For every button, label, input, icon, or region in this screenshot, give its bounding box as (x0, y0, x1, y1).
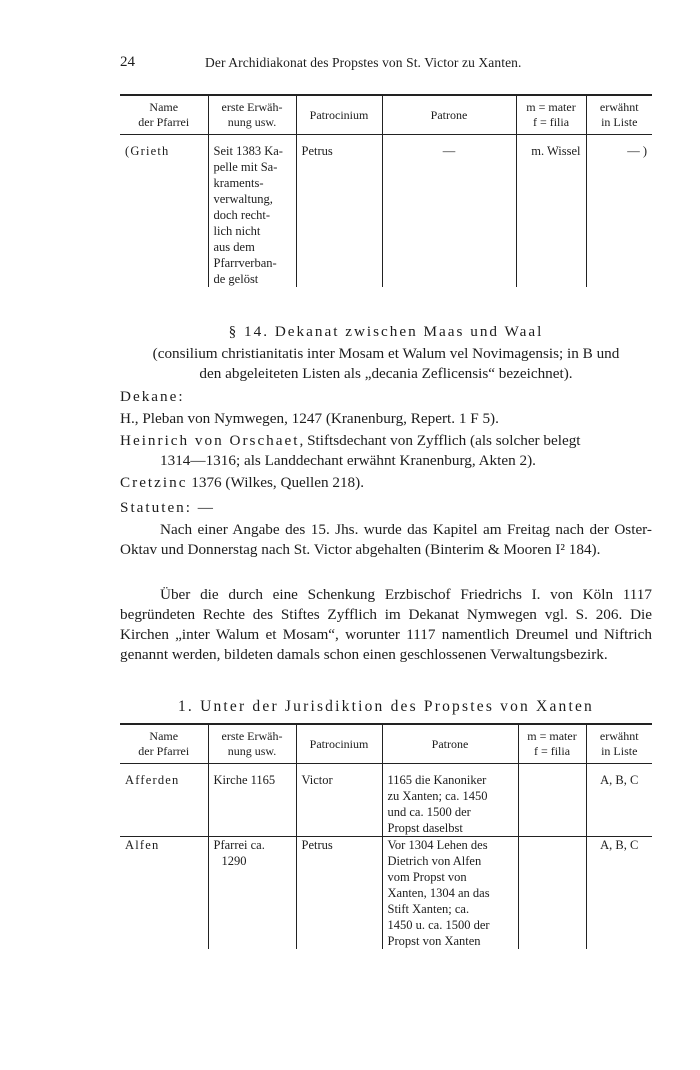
first-mention-cell: Kirche 1165 (208, 764, 296, 837)
table-row (120, 837, 652, 950)
patrocinium-cell: Victor (296, 764, 382, 837)
mater-filia-cell (518, 764, 586, 837)
page-header (0, 54, 700, 76)
dekan-entry (120, 431, 692, 471)
paragraph: Nach einer Angabe des 15. Jhs. wurde das Kapitel am Freitag nach der Oster-Oktav und Donnerstag nach St. Victor abgehalten (Binterim & Mooren I² 184). (120, 521, 652, 558)
dekan-entry: H., Pleban von Nymwegen, 1247 (Kranenburg, Repert. 1 F 5). (120, 410, 499, 427)
parish-table-bottom (120, 723, 652, 949)
dekan-name: Heinrich von Orschaet (120, 432, 300, 449)
col-first-mention-header: erste Erwäh- nung usw. (208, 724, 296, 764)
dekane-label: Dekane: (120, 388, 185, 405)
col-name-header: Name der Pfarrei (138, 100, 190, 129)
dekan-text: 1376 (Wilkes, Quellen 218). (187, 474, 364, 491)
subsection-title: 1. Unter der Jurisdiktion des Propstes von Xanten (177, 698, 595, 715)
parish-table-top (120, 94, 652, 287)
first-mention-cell: Seit 1383 Ka- pelle mit Sa- kraments- verwaltung, doch recht- lich nicht aus dem Pfarrverban- de gelöst (208, 135, 296, 288)
col-mater-filia-header: m = mater f = filia (518, 724, 586, 764)
patrone-cell: 1165 die Kanoniker zu Xanten; ca. 1450 und ca. 1500 der Propst daselbst (382, 764, 518, 837)
page-number: 24 (120, 54, 135, 70)
subtitle-line: den abgeleiteten Listen als „decania Zeflicensis“ bezeichnet). (199, 365, 573, 382)
col-patrone-header: Patrone (382, 724, 518, 764)
col-listed-header: erwähnt in Liste (586, 95, 652, 135)
statuten-label: Statuten: — (120, 499, 215, 516)
col-patrocinium-header: Patrocinium (296, 724, 382, 764)
table-row (120, 764, 652, 837)
table-row (120, 135, 652, 288)
listed-cell: — ) (586, 135, 652, 288)
parish-name: Alfen (120, 837, 208, 950)
section-subtitle (120, 344, 652, 384)
patrocinium-cell: Petrus (296, 135, 382, 288)
patrone-cell: — (382, 135, 516, 288)
col-mater-filia-header: m = mater f = filia (516, 95, 586, 135)
dekan-name: Cretzinc (120, 474, 188, 491)
col-name-header: Name der Pfarrei (138, 729, 190, 758)
parish-name: Afferden (125, 773, 180, 787)
first-mention-cell: Pfarrei ca. 1290 (208, 837, 296, 950)
col-patrocinium-header: Patrocinium (296, 95, 382, 135)
table-header (120, 95, 652, 135)
table-header (120, 724, 652, 764)
col-patrone-header: Patrone (382, 95, 516, 135)
patrocinium-cell: Petrus (296, 837, 382, 950)
section-title: § 14. Dekanat zwischen Maas und Waal (228, 323, 544, 340)
dekan-text: 1314—1316; als Landdechant erwähnt Kranenburg, Akten 2). (160, 452, 536, 469)
subtitle-line: (consilium christianitatis inter Mosam et Walum vel Novimagensis; in B und (152, 345, 620, 362)
running-title: Der Archidiakonat des Propstes von St. Victor zu Xanten. (205, 55, 522, 70)
dekan-text: , Stiftsdechant von Zyfflich (als solcher belegt (299, 432, 581, 449)
mater-filia-cell (518, 837, 586, 950)
dekan-entry (120, 473, 652, 493)
col-listed-header: erwähnt in Liste (586, 724, 652, 764)
paragraph: Über die durch eine Schenkung Erzbischof Friedrichs I. von Köln 1117 begründeten Rechte des Stiftes Zyfflich im Dekanat Nymwegen vgl. S. 206. Die Kirchen „inter Walum et Mosam“, worunter 1117 namentlich Dreumel und Niftrich genannt werden, bildeten damals schon einen geschlossenen Verwaltungsbezirk. (120, 586, 652, 663)
listed-cell: A, B, C (586, 764, 652, 837)
mater-filia-cell: m. Wissel (516, 135, 586, 288)
col-first-mention-header: erste Erwäh- nung usw. (208, 95, 296, 135)
patrone-cell: Vor 1304 Lehen des Dietrich von Alfen vom Propst von Xanten, 1304 an das Stift Xanten; ca. 1450 u. ca. 1500 der Propst von Xanten (382, 837, 518, 950)
parish-name: (Grieth (125, 144, 170, 158)
listed-cell: A, B, C (586, 837, 652, 950)
